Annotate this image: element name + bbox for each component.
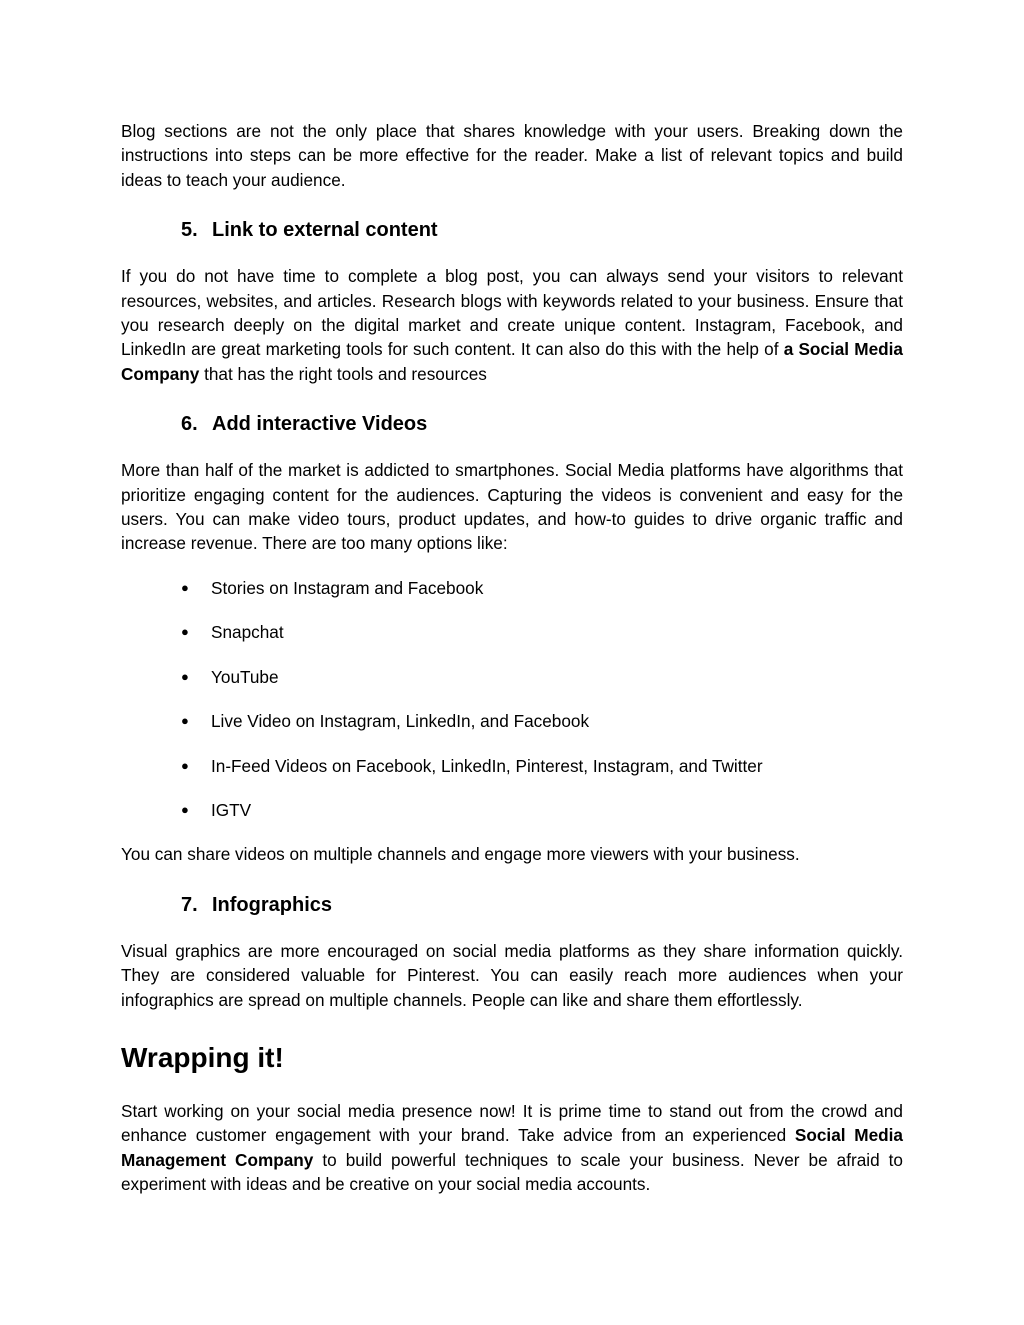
social-media-management-company-bold: Social Media Management Company xyxy=(121,1125,903,1170)
section-6-title: Add interactive Videos xyxy=(212,413,428,436)
list-item-text: Stories on Instagram and Facebook xyxy=(211,577,484,598)
bullet-icon: ● xyxy=(181,624,189,640)
wrapping-heading: Wrapping it! xyxy=(121,1042,284,1073)
section-5-number: 5. xyxy=(181,219,198,242)
section-5-title: Link to external content xyxy=(212,219,438,242)
section-7-paragraph: Visual graphics are more encouraged on social media platforms as they share information quickly. They are considered valuable for Pinterest. You can easily reach more audiences when your infographics are spread on multiple channels. People can like and share them effortlessly. xyxy=(121,940,903,1010)
list-item xyxy=(121,709,903,733)
section-5-paragraph xyxy=(121,264,903,386)
document-page xyxy=(121,119,903,1197)
list-item xyxy=(121,665,903,689)
section-5-heading xyxy=(121,218,903,242)
wrapping-text-before: Start working on your social media presence now! It is prime time to stand out from the crowd and enhance customer engagement with your brand. Take advice from an experienced xyxy=(121,1101,903,1146)
section-5-text-after: that has the right tools and resources xyxy=(199,363,487,384)
bullet-icon: ● xyxy=(181,757,189,773)
list-item xyxy=(121,620,903,644)
section-5-text-before: If you do not have time to complete a blog post, you can always send your visitors to relevant resources, websites, and articles. Research blogs with keywords related to your business. Ensure that you research deeply on the digital market and create unique content. Instagram, Facebook, and LinkedIn are great marketing tools for such content. It can also do this with the help of xyxy=(121,266,903,360)
list-item xyxy=(121,576,903,600)
list-item-text: YouTube xyxy=(211,666,279,687)
wrapping-text-after: to build powerful techniques to scale your business. Never be afraid to experiment with ideas and be creative on your social media accounts. xyxy=(121,1149,903,1195)
list-item-text: Live Video on Instagram, LinkedIn, and Facebook xyxy=(211,711,590,732)
social-media-company-bold: a Social Media Company xyxy=(121,339,903,384)
wrapping-paragraph xyxy=(121,1099,903,1197)
list-item xyxy=(121,798,903,822)
list-item-text: Snapchat xyxy=(211,622,284,643)
section-7-heading xyxy=(121,893,903,917)
section-6-heading xyxy=(121,412,903,436)
section-6-number: 6. xyxy=(181,413,198,436)
bullet-icon: ● xyxy=(181,668,189,684)
bullet-icon: ● xyxy=(181,713,189,729)
list-item-text: IGTV xyxy=(211,800,252,821)
section-7-title: Infographics xyxy=(212,893,333,916)
list-item xyxy=(121,754,903,778)
video-options-list xyxy=(121,576,903,823)
section-6-closing: You can share videos on multiple channels and engage more viewers with your business. xyxy=(121,844,800,865)
bullet-icon: ● xyxy=(181,579,189,595)
intro-paragraph: Blog sections are not the only place that shares knowledge with your users. Breaking down the instructions into steps can be more effective for the reader. Make a list of relevant topics and build ideas to teach your audience. xyxy=(121,121,903,190)
bullet-icon: ● xyxy=(181,802,189,818)
section-6-paragraph: More than half of the market is addicted to smartphones. Social Media platforms have algorithms that prioritize engaging content for the audiences. Capturing the videos is convenient and easy for the users. You can make video tours, product updates, and how-to guides to drive organic traffic and increase revenue. There are too many options like: xyxy=(121,460,903,554)
section-7-number: 7. xyxy=(181,893,198,916)
list-item-text: In-Feed Videos on Facebook, LinkedIn, Pinterest, Instagram, and Twitter xyxy=(211,755,763,776)
